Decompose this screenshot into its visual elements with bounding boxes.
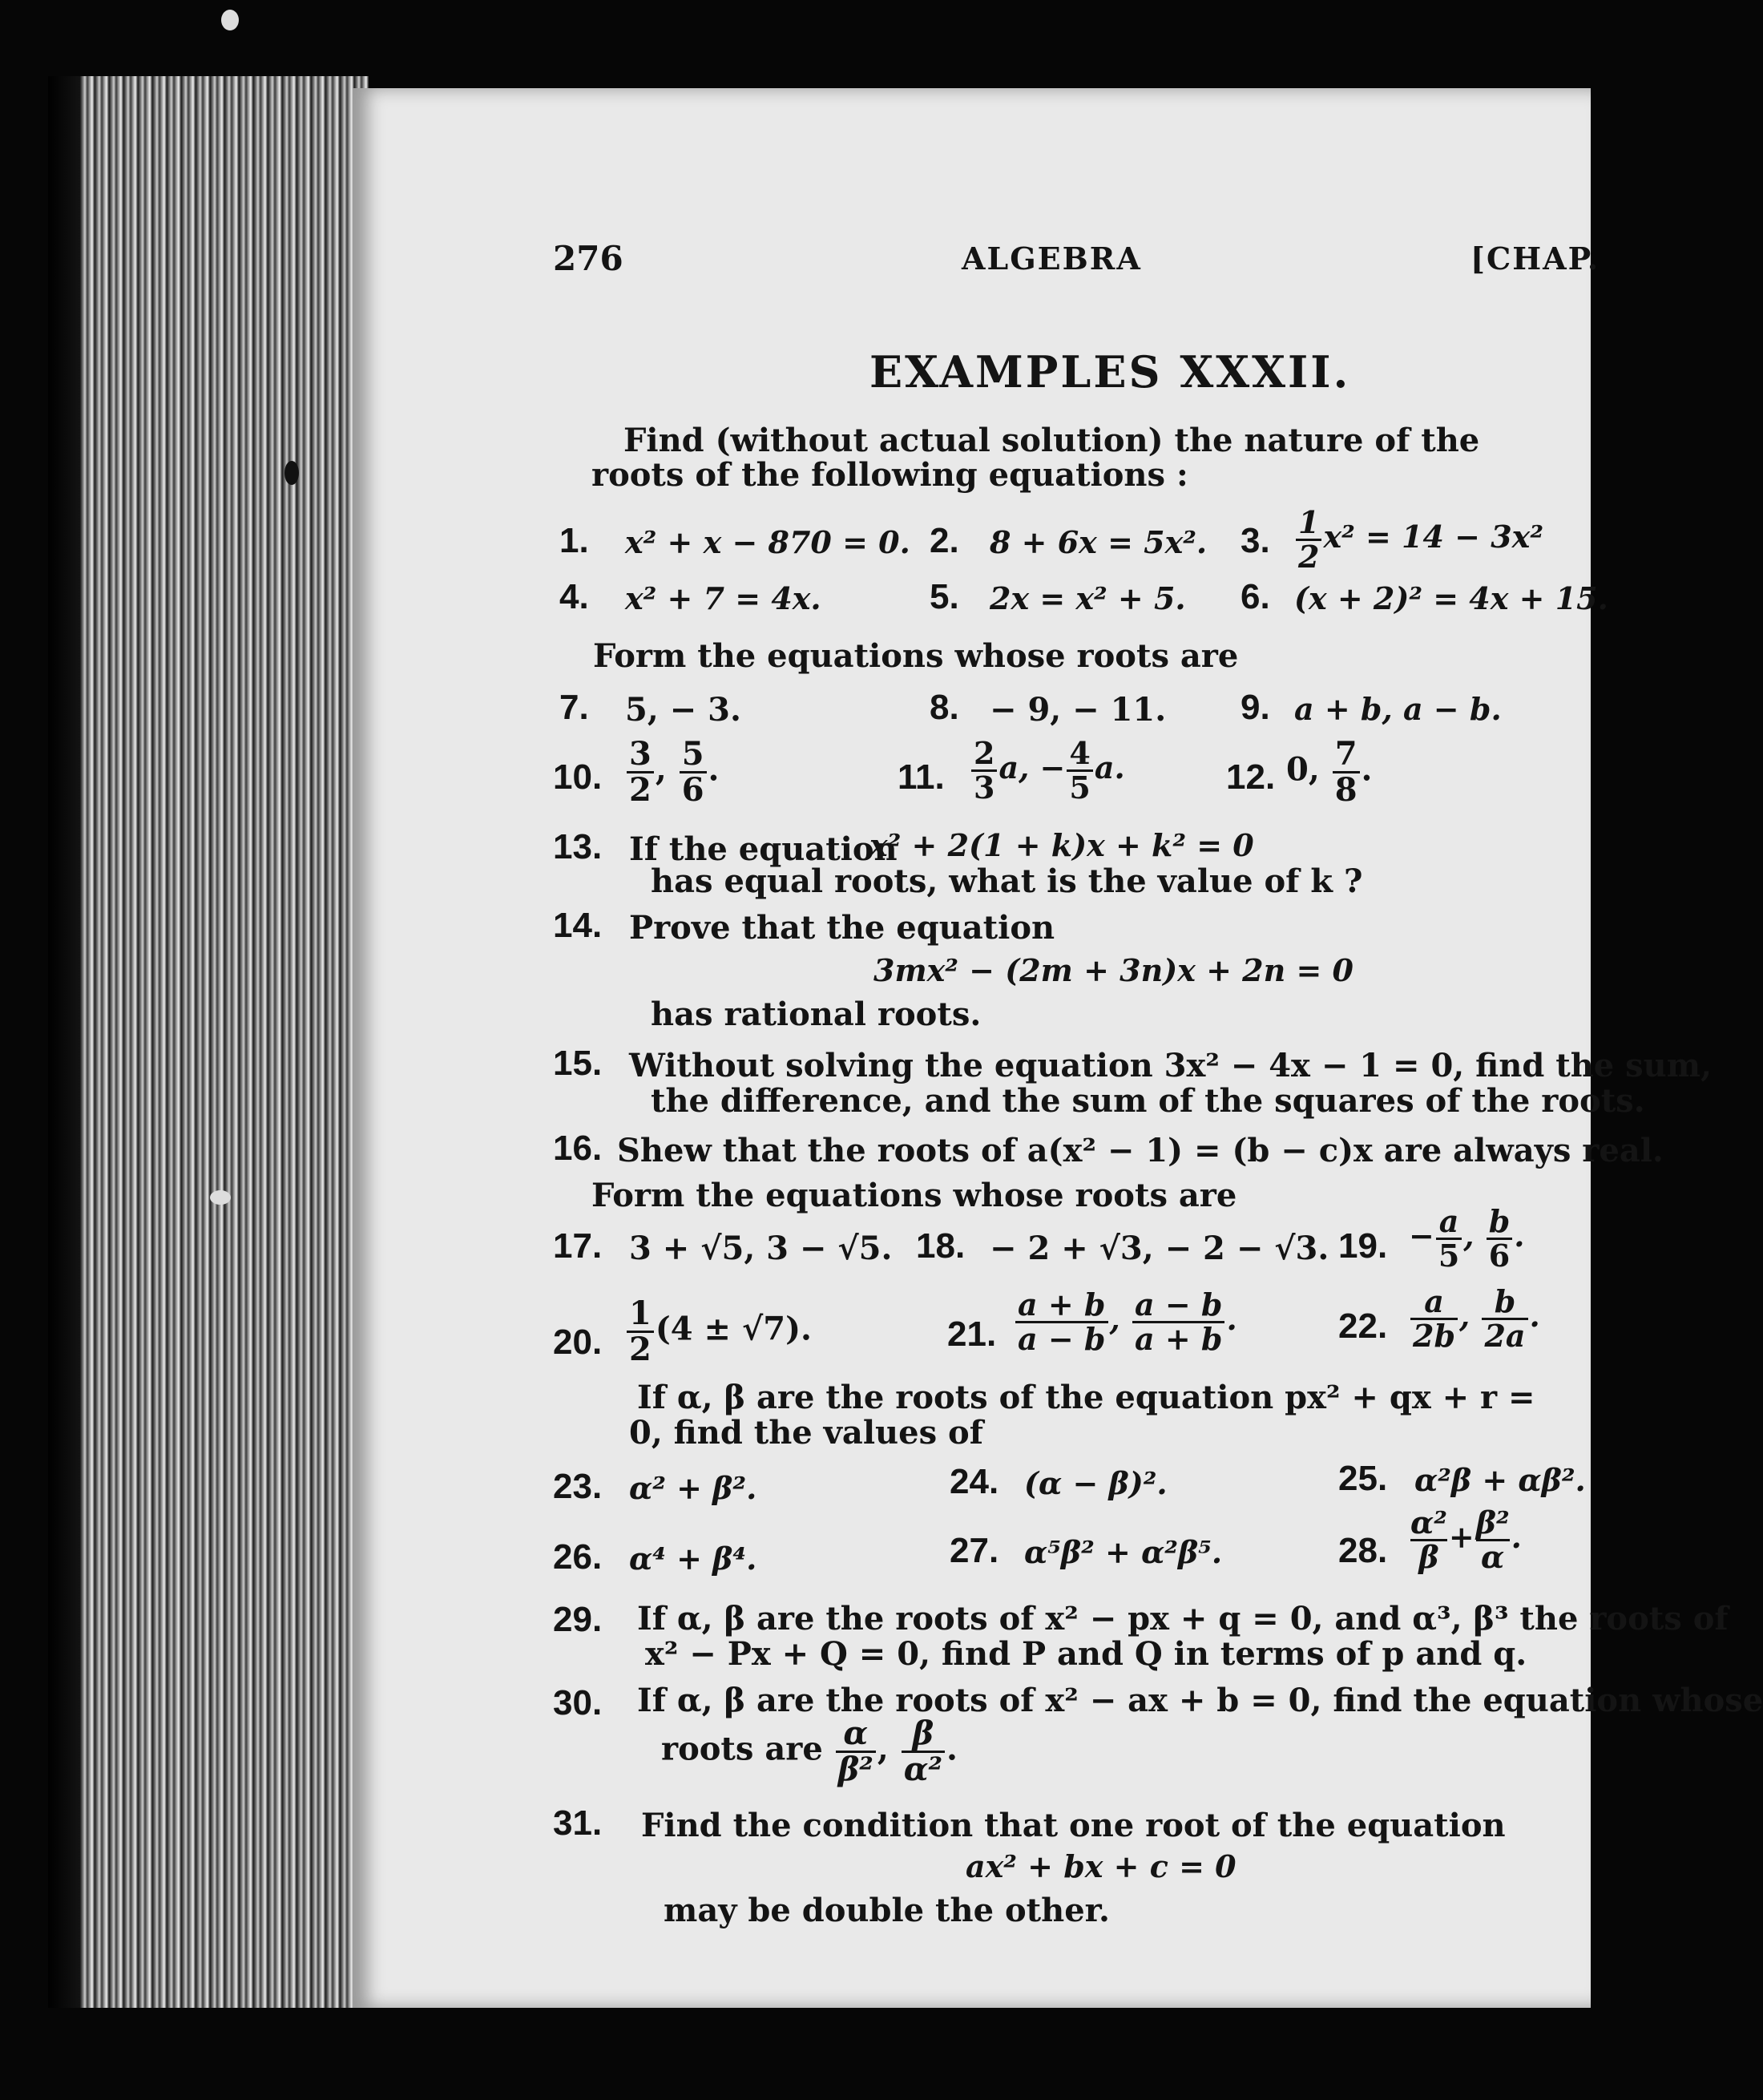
example-number: 18.	[916, 1226, 966, 1266]
example-expression: $\frac{a}{2b}$ , $\frac{b}{2a}$ .	[1409, 1286, 1540, 1352]
example-expression: 8 + 6x = 5x².	[990, 524, 1208, 560]
example-number: 3.	[1241, 521, 1270, 560]
example-number: 31.	[553, 1803, 603, 1843]
example-number: 26.	[553, 1537, 603, 1577]
example-text: If α, β are the roots of x² − px + q = 0, and α³, β³ the roots of	[637, 1600, 1729, 1638]
running-head: ALGEBRA	[962, 240, 1142, 277]
example-equation: x² + 2(1 + k)x + k² = 0	[869, 827, 1254, 863]
example-number: 25.	[1338, 1459, 1388, 1498]
example-number: 10.	[553, 757, 603, 797]
example-text: x² − Px + Q = 0, find P and Q in terms of p and q.	[645, 1635, 1527, 1673]
example-expression: 5, − 3.	[625, 691, 741, 729]
example-number: 21.	[947, 1315, 997, 1354]
example-expression: − 9, − 11.	[990, 691, 1167, 729]
example-expression: x² + 7 = 4x.	[625, 580, 821, 616]
example-number: 5.	[930, 577, 959, 616]
example-expression: x² + x − 870 = 0.	[625, 524, 910, 560]
example-expression: 0, $\frac{7}{8}$ .	[1286, 735, 1373, 809]
example-expression: (x + 2)² = 4x + 15.	[1294, 580, 1608, 616]
example-expression: $\frac{a + b}{a - b}$ , $\frac{a - b}{a + b}$ .	[1014, 1289, 1237, 1355]
example-number: 29.	[553, 1600, 603, 1639]
book-page	[353, 88, 1763, 2008]
example-expression: − $\frac{a}{5}$ , $\frac{b}{6}$ .	[1409, 1203, 1525, 1274]
example-text: Shew that the roots of a(x² − 1) = (b − c)x are always real.	[617, 1132, 1664, 1169]
dust-speck	[221, 10, 239, 30]
book-page-edges	[80, 76, 369, 2008]
example-number: 12.	[1226, 757, 1276, 797]
example-text: If α, β are the roots of x² − ax + b = 0, find the equation whose	[637, 1682, 1763, 1719]
example-number: 17.	[553, 1226, 603, 1266]
example-number: 14.	[553, 906, 603, 945]
section-heading: EXAMPLES XXXII.	[869, 346, 1351, 398]
example-number: 28.	[1338, 1531, 1388, 1570]
example-expression: − 2 + √3, − 2 − √3.	[990, 1230, 1329, 1267]
example-text: has rational roots.	[651, 995, 982, 1033]
example-number: 19.	[1338, 1226, 1388, 1266]
example-text: has equal roots, what is the value of k ?	[651, 862, 1363, 900]
example-number: 8.	[930, 688, 959, 727]
example-number: 7.	[559, 688, 589, 727]
example-number: 13.	[553, 827, 603, 866]
example-expression: α² + β².	[629, 1470, 757, 1506]
example-text: may be double the other.	[664, 1892, 1110, 1929]
example-text: Find the condition that one root of the equation	[641, 1807, 1506, 1844]
instruction-values: If α, β are the roots of the equation px² + qx + r = 0, find the values of	[629, 1379, 1535, 1452]
instruction-form: Form the equations whose roots are	[591, 1177, 1237, 1214]
example-expression: α⁴ + β⁴.	[629, 1541, 757, 1577]
example-expression: a + b, a − b.	[1294, 691, 1502, 727]
instruction-nature: Find (without actual solution) the nature of the roots of the following equations :	[591, 422, 1480, 494]
example-number: 16.	[553, 1129, 603, 1168]
example-expression: 2x = x² + 5.	[990, 580, 1186, 616]
example-number: 11.	[898, 757, 945, 797]
example-equation: 3mx² − (2m + 3n)x + 2n = 0	[873, 952, 1354, 988]
example-expression: 3 + √5, 3 − √5.	[629, 1230, 893, 1267]
example-number: 24.	[950, 1462, 999, 1501]
example-equation: ax² + bx + c = 0	[966, 1848, 1237, 1884]
page-number: 276	[553, 239, 623, 278]
example-expression: (α − β)².	[1024, 1465, 1168, 1501]
example-expression: α²β + αβ².	[1414, 1462, 1586, 1498]
example-expression: $\frac{1}{2}$ x² = 14 − 3x²	[1294, 507, 1543, 573]
example-text: Without solving the equation 3x² − 4x − 1 = 0, find the sum,	[629, 1047, 1712, 1084]
example-expression: $\frac{1}{2}$ (4 ± √7).	[625, 1297, 812, 1367]
example-number: 1.	[559, 521, 589, 560]
example-number: 4.	[559, 577, 589, 616]
example-expression: α⁵β² + α²β⁵.	[1024, 1534, 1223, 1570]
example-text: If the equation	[629, 830, 898, 868]
example-number: 30.	[553, 1683, 603, 1722]
example-expression: $\frac{3}{2}$ , $\frac{5}{6}$ .	[625, 737, 719, 807]
example-number: 9.	[1241, 688, 1270, 727]
example-number: 22.	[1338, 1306, 1388, 1346]
example-number: 23.	[553, 1467, 603, 1506]
example-text: the difference, and the sum of the squares of the roots.	[651, 1082, 1645, 1120]
example-number: 6.	[1241, 577, 1270, 616]
chapter-mark: [CHAP.	[1471, 240, 1600, 277]
example-number: 20.	[553, 1323, 603, 1362]
example-text: roots are $\frac{\alpha}{\text{β²}}$ , $\frac{\beta}{\text{α²}}$ .	[661, 1714, 958, 1788]
example-expression: $\frac{2}{3}$ a, − $\frac{4}{5}$ a.	[970, 737, 1125, 804]
dust-speck	[210, 1190, 231, 1205]
example-text: Prove that the equation	[629, 909, 1055, 947]
binding-mark	[284, 461, 299, 485]
example-number: 15.	[553, 1044, 603, 1083]
example-number: 2.	[930, 521, 959, 560]
instruction-form: Form the equations whose roots are	[593, 637, 1239, 675]
example-expression: $\frac{\text{α²}}{\beta}$ + $\frac{\text{β²}}{\alpha}$ .	[1410, 1504, 1522, 1575]
example-number: 27.	[950, 1531, 999, 1570]
